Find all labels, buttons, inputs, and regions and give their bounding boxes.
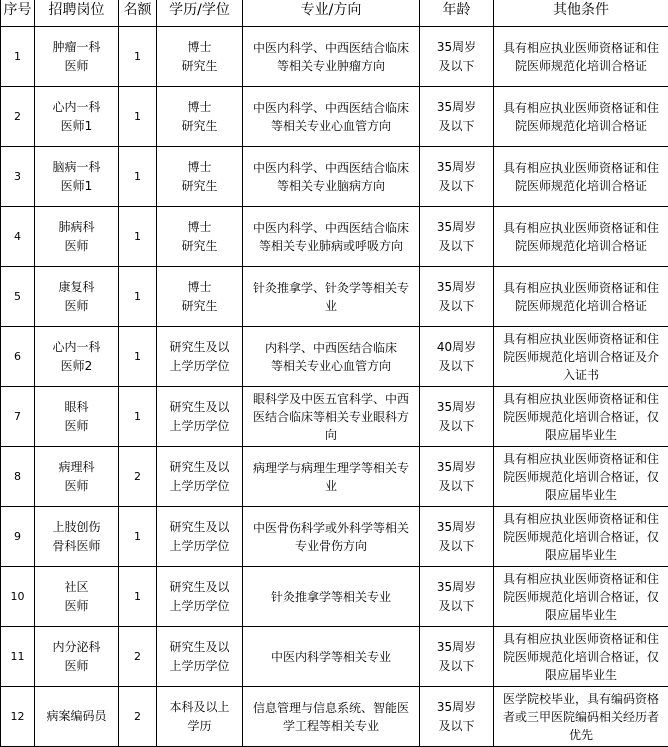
cell-seq: 1 [1,27,35,87]
table-row [1,387,668,447]
cell-age: 35周岁 及以下 [420,147,494,207]
cell-age: 35周岁 及以下 [420,267,494,327]
cell-seq: 11 [1,627,35,687]
cell-seq: 10 [1,567,35,627]
cell-major: 中医内科学、中西医结合临床 等相关专业心血管方向 [243,87,420,147]
cell-seq: 12 [1,687,35,747]
table-row [1,627,668,687]
cell-edu: 研究生及以 上学历学位 [157,567,243,627]
cell-other: 具有相应执业医师资格证和住 院医师规范化培训合格证，仅 限应届毕业生 [494,387,668,447]
cell-age: 35周岁 及以下 [420,87,494,147]
cell-count: 1 [119,327,157,387]
cell-seq: 4 [1,207,35,267]
header-major: 专业/方向 [243,0,420,27]
cell-post: 病理科 医师 [35,447,119,507]
cell-count: 2 [119,627,157,687]
cell-seq: 9 [1,507,35,567]
cell-seq: 7 [1,387,35,447]
cell-edu: 本科及以上 学历 [157,687,243,747]
cell-post: 内分泌科 医师 [35,627,119,687]
cell-major: 信息管理与信息系统、智能医 学工程等相关专业 [243,687,420,747]
cell-major: 中医骨伤科学或外科学等相关 专业骨伤方向 [243,507,420,567]
cell-major: 眼科学及中医五官科学、中西 医结合临床等相关专业眼科方 向 [243,387,420,447]
cell-count: 1 [119,567,157,627]
cell-other: 医学院校毕业，具有编码资格 者或三甲医院编码相关经历者 优先 [494,687,668,747]
cell-age: 35周岁 及以下 [420,507,494,567]
header-post: 招聘岗位 [35,0,119,27]
table-row [1,687,668,747]
table-row [1,207,668,267]
cell-other: 具有相应执业医师资格证和住 院医师规范化培训合格证 [494,27,668,87]
cell-age: 35周岁 及以下 [420,567,494,627]
cell-other: 具有相应执业医师资格证和住 院医师规范化培训合格证 [494,207,668,267]
cell-major: 中医内科学、中西医结合临床 等相关专业脑病方向 [243,147,420,207]
cell-edu: 博士 研究生 [157,147,243,207]
cell-count: 2 [119,447,157,507]
cell-age: 35周岁 及以下 [420,387,494,447]
cell-count: 2 [119,687,157,747]
cell-post: 肿瘤一科 医师 [35,27,119,87]
cell-post: 上肢创伤 骨科医师 [35,507,119,567]
cell-major: 内科学、中西医结合临床 等相关专业心血管方向 [243,327,420,387]
cell-count: 1 [119,87,157,147]
cell-age: 35周岁 及以下 [420,687,494,747]
cell-edu: 研究生及以 上学历学位 [157,387,243,447]
cell-edu: 研究生及以 上学历学位 [157,507,243,567]
cell-other: 具有相应执业医师资格证和住 院医师规范化培训合格证，仅 限应届毕业生 [494,507,668,567]
cell-post: 脑病一科 医师1 [35,147,119,207]
cell-seq: 5 [1,267,35,327]
header-other: 其他条件 [494,0,668,27]
table-row [1,567,668,627]
cell-count: 1 [119,147,157,207]
table-row [1,507,668,567]
cell-major: 中医内科学等相关专业 [243,627,420,687]
table-row [1,267,668,327]
cell-other: 具有相应执业医师资格证和住 院医师规范化培训合格证，仅 限应届毕业生 [494,447,668,507]
header-row [1,0,668,27]
cell-edu: 博士 研究生 [157,207,243,267]
cell-age: 35周岁 及以下 [420,207,494,267]
cell-post: 心内一科 医师2 [35,327,119,387]
cell-count: 1 [119,27,157,87]
cell-post: 肺病科 医师 [35,207,119,267]
table-row [1,147,668,207]
cell-major: 针灸推拿学、针灸学等相关专 业 [243,267,420,327]
cell-age: 35周岁 及以下 [420,447,494,507]
cell-other: 具有相应执业医师资格证和住 院医师规范化培训合格证，仅 限应届毕业生 [494,627,668,687]
cell-seq: 8 [1,447,35,507]
cell-other: 具有相应执业医师资格证和住 院医师规范化培训合格证及介 入证书 [494,327,668,387]
cell-other: 具有相应执业医师资格证和住 院医师规范化培训合格证，仅 限应届毕业生 [494,567,668,627]
cell-other: 具有相应执业医师资格证和住 院医师规范化培训合格证 [494,87,668,147]
cell-major: 中医内科学、中西医结合临床 等相关专业肺病或呼吸方向 [243,207,420,267]
header-seq: 序号 [1,0,35,27]
cell-age: 40周岁 及以下 [420,327,494,387]
cell-post: 眼科 医师 [35,387,119,447]
header-count: 名额 [119,0,157,27]
cell-post: 康复科 医师 [35,267,119,327]
cell-major: 针灸推拿学等相关专业 [243,567,420,627]
cell-count: 1 [119,507,157,567]
cell-edu: 博士 研究生 [157,87,243,147]
cell-age: 35周岁 及以下 [420,27,494,87]
table-row [1,27,668,87]
cell-age: 35周岁 及以下 [420,627,494,687]
cell-edu: 研究生及以 上学历学位 [157,627,243,687]
cell-post: 病案编码员 [35,687,119,747]
cell-count: 1 [119,267,157,327]
cell-edu: 研究生及以 上学历学位 [157,447,243,507]
cell-seq: 3 [1,147,35,207]
cell-major: 中医内科学、中西医结合临床 等相关专业肿瘤方向 [243,27,420,87]
cell-seq: 6 [1,327,35,387]
cell-post: 社区 医师 [35,567,119,627]
table-row [1,327,668,387]
table-row [1,447,668,507]
cell-other: 具有相应执业医师资格证和住 院医师规范化培训合格证 [494,147,668,207]
cell-count: 1 [119,387,157,447]
cell-edu: 博士 研究生 [157,27,243,87]
table-row [1,87,668,147]
cell-seq: 2 [1,87,35,147]
header-edu: 学历/学位 [157,0,243,27]
cell-edu: 研究生及以 上学历学位 [157,327,243,387]
header-age: 年龄 [420,0,494,27]
cell-count: 1 [119,207,157,267]
cell-other: 具有相应执业医师资格证和住 院医师规范化培训合格证 [494,267,668,327]
cell-major: 病理学与病理生理学等相关专 业 [243,447,420,507]
cell-post: 心内一科 医师1 [35,87,119,147]
cell-edu: 博士 研究生 [157,267,243,327]
